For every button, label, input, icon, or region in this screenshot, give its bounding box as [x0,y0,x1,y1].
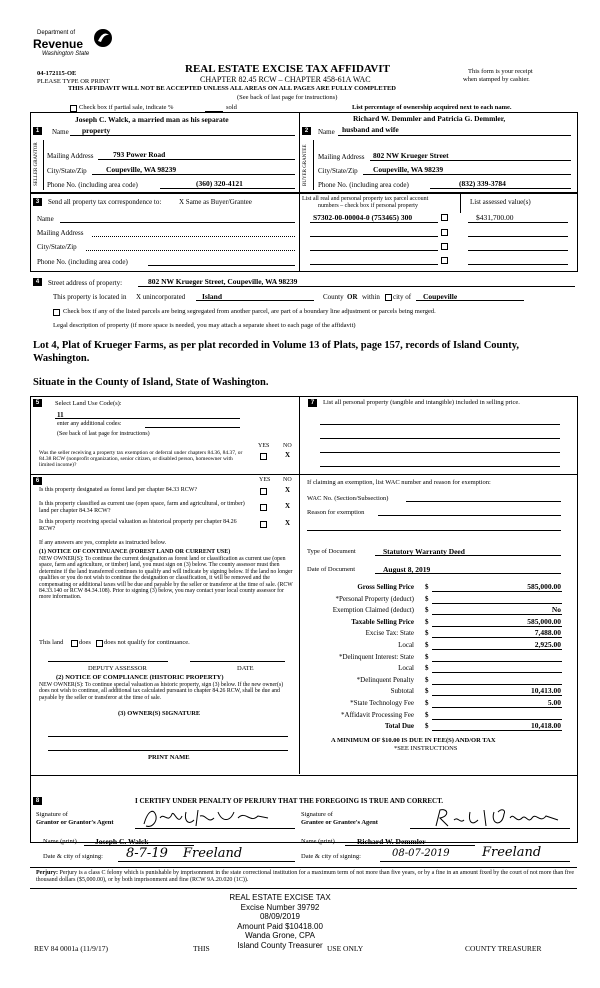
s5-yes-header: YES [258,443,270,449]
owner-signature-label: (3) OWNER(S) SIGNATURE [118,710,201,717]
does-label: does [79,639,91,646]
situate-line: Situate in the County of Island, State of Washington. [33,377,269,388]
parcel-header-1: List all real and personal property tax parcel account [302,196,429,202]
grantee-signature [432,806,567,832]
land-use-line [55,418,240,419]
dept-line2: Revenue [33,37,84,51]
or-label: OR [347,293,358,301]
parcel-personal-checkbox-3[interactable] [441,243,448,250]
buyer-name-line2: husband and wife [342,125,399,134]
this-land-label: This land [39,639,64,646]
this-label: THIS [193,944,210,953]
personal-property-label: List all personal property (tangible and intangible) included in selling price. [323,399,520,406]
section-1-number: 1 [33,127,42,135]
seller-side-divider [43,140,44,190]
section-7-number: 7 [308,399,317,407]
partial-sale-label: Check box if partial sale, indicate % [79,104,174,111]
use-only-label: USE ONLY [327,944,364,953]
fee-row-line [432,684,562,685]
personal-line-1 [320,424,560,425]
s5-no-header: NO [283,443,292,449]
stamp-line-5: Wanda Grone, CPA [245,931,315,941]
section-8-number: 8 [33,797,42,805]
s6-no-header: NO [283,477,292,483]
receipt-note-1: This form is your receipt [468,68,533,75]
fee-row-value: 2,925.00 [534,640,561,649]
doc-date-label: Date of Document [307,566,356,573]
city-checkbox[interactable] [385,294,392,301]
city-of-label: city of [393,293,412,301]
fee-row-currency: $ [425,722,429,731]
located-in-label: This property is located in [53,293,127,301]
doc-type-line [375,555,561,556]
perjury-label: Perjury: [36,870,58,876]
grantee-date-city-label: Date & city of signing: [301,853,361,860]
seller-name-line [70,135,295,136]
city-line [416,300,524,301]
form-title: REAL ESTATE EXCISE TAX AFFIDAVIT [185,63,390,75]
grantor-date-line [118,861,295,862]
fee-row-currency: $ [425,606,429,615]
corr-mailing-line [92,236,295,237]
form-warning: THIS AFFIDAVIT WILL NOT BE ACCEPTED UNLESS ALL AREAS ON ALL PAGES ARE FULLY COMPLETED [68,85,396,92]
fee-row-currency: $ [425,699,429,707]
grantor-signature [138,806,278,832]
corr-phone-label: Phone No. (including area code) [37,258,128,266]
exemption-yes-checkbox[interactable] [260,453,267,460]
historic-yes-checkbox[interactable] [260,521,267,528]
assessed-line-3 [468,250,568,251]
fee-row-label: Exemption Claimed (deduct) [332,606,414,615]
print-name-label: PRINT NAME [148,754,190,761]
corr-name-label: Name [37,215,54,223]
county-value: Island [202,292,223,301]
fee-row-currency: $ [425,710,429,719]
perjury-text: Perjury is a class C felony which is punishable by imprisonment in the state correctional institution for a maximum term of not more than five years, or by a fine in an amount fixed by the court of not more than five thousand dollars ($5,000.00), or by both imprisonment and fine (RCW 9A.20.020 (1C)). [36,870,575,884]
grantee-date-line [380,861,570,862]
party-divider [299,112,300,192]
form-code: 04-172115-OE [37,70,77,77]
section-5-bottom [30,474,300,475]
stamp-line-3: 08/09/2019 [259,912,301,922]
reason-label: Reason for exemption [307,509,365,516]
receipt-note-2: when stamped by cashier. [463,76,530,83]
fee-row-label: Local [398,641,414,649]
fee-row-label: *Delinquent Interest: State [338,652,414,661]
grantee-name-label: Name (print) [301,838,335,845]
grantor-sig-label-2: Grantor or Grantor's Agent [36,819,114,826]
grantee-name: Richard W. Demmler [357,837,426,846]
parcel-number: S7302-00-00004-0 (753465) 300 [313,213,413,222]
seller-side-label: SELLER GRANTOR [34,142,39,186]
buyer-side-label: BUYER GRANTEE [303,144,308,186]
fee-row-line [432,672,562,673]
forest-yes-checkbox[interactable] [260,488,267,495]
section-3-divider [299,193,300,271]
deputy-date-label: DATE [237,665,254,672]
partial-sale-checkbox[interactable] [70,105,77,112]
fee-row-label: *State Technology Fee [350,699,414,707]
owner-sig-line [48,736,288,737]
notice-1-title: (1) NOTICE OF CONTINUANCE (FOREST LAND OR CURRENT USE) [39,549,231,555]
fee-row-currency: $ [425,664,429,673]
perjury-notice [36,870,576,884]
fee-row-currency: $ [425,594,429,603]
sold-label: sold [226,104,237,111]
section-7-divider [299,474,577,475]
fee-row-currency: $ [425,617,429,626]
buyer-city: Coupeville, WA 98239 [373,165,444,174]
parcel-line-4 [310,264,438,265]
grantee-sign-city: Freeland [482,845,542,860]
exemption-question: Was the seller receiving a property tax exemption or deferral under chapters 84.36, 84.37, or 84.38 RCW (nonprofit organization, senior citizen, or disabled person, homeowner with limited income)? [39,450,243,468]
fee-row-line [432,730,562,731]
fee-row-label: Total Due [384,722,414,731]
historic-no-mark[interactable]: X [285,519,291,527]
wac-claim-label: If claiming an exemption, list WAC number and reason for exemption: [307,479,491,486]
seller-name-line2: property [82,126,111,135]
city-value: Coupeville [423,292,458,301]
buyer-name-line1: Richard W. Demmler and Patricia G. Demmler, [353,114,506,123]
please-type: PLEASE TYPE OR PRINT [37,78,110,85]
fee-row-line [432,719,562,720]
parcel-line-1 [310,222,438,223]
does-not-label: does not qualify for continuance. [104,639,190,646]
additional-codes-label: enter any additional codes: [57,421,122,427]
assessed-line-1 [468,222,568,223]
land-use-label: Select Land Use Code(s): [55,400,122,407]
seller-phone-line [160,188,295,189]
fee-row-label: *Personal Property (deduct) [335,594,414,603]
deputy-date-line [190,661,285,662]
notice-2-title: (2) NOTICE OF COMPLIANCE (HISTORIC PROPERTY) [56,674,224,681]
fee-row-currency: $ [425,675,429,684]
grantee-name-line [345,845,475,846]
dor-swoosh-icon [93,28,113,48]
fee-row-value: 5.00 [547,698,561,707]
legal-line-2: Washington. [33,353,90,364]
notice-2-text: NEW OWNER(S): To continue special valuation as historic property, sign (3) below. If the new owner(s) does not wish to continue, all additional tax calculated pursuant to chapter 84.26 RCW, shall be due and payable by the seller or transferor at the time of sale. [39,682,284,701]
dept-line3: Washington State [42,51,90,57]
corr-phone-line [148,265,295,266]
fee-row-line [432,591,562,592]
assessed-value: $431,700.00 [476,213,514,222]
fee-row-line [432,707,562,708]
parcel-personal-checkbox-1[interactable] [441,214,448,221]
buyer-phone-label: Phone No. (including area code) [318,181,409,189]
buyer-mailing: 802 NW Krueger Street [373,151,449,160]
assessed-line-2 [468,236,568,237]
additional-codes-line [145,427,240,428]
segregated-label: Check box if any of the listed parcels are being segregated from another parcel, are part of a boundary line adjustment or parcels being merged. [63,308,436,315]
forest-no-mark[interactable]: X [285,486,291,494]
buyer-name-label: Name [318,128,335,136]
historic-question: Is this property receiving special valuation as historical property per chapter 84.26 RCW? [39,519,237,532]
street-line [138,286,575,287]
grantor-sign-date: 8-7-19 [126,846,168,861]
county-line [196,300,314,301]
county-label: County [323,293,344,301]
street-address-label: Street address of property: [48,279,123,287]
fee-row-currency: $ [425,641,429,649]
land-use-value: 11 [57,411,64,419]
grantee-sig-label-2: Grantee or Grantee's Agent [301,819,378,826]
grantor-date-city-label: Date & city of signing: [43,853,103,860]
deputy-assessor-label: DEPUTY ASSESSOR [88,665,147,672]
fee-row-line [432,603,562,604]
legal-line-1: Lot 4, Plat of Krueger Farms, as per plat recorded in Volume 13 of Plats, page 157, records of Island County, [33,340,519,351]
fee-row-value: No [551,605,561,615]
fee-row-line [432,614,562,615]
fee-row-label: Gross Selling Price [357,583,414,591]
assessed-header: List assessed value(s) [470,198,531,206]
seller-city-label: City/State/Zip [47,167,87,175]
doc-date-line [375,573,561,574]
s6-yes-header: YES [259,477,271,483]
main-divider [299,396,300,774]
fee-row-label: *Delinquent Penalty [356,675,414,684]
seller-city: Coupeville, WA 98239 [106,165,177,174]
corr-city-label: City/State/Zip [37,243,77,251]
form-chapter: CHAPTER 82.45 RCW – CHAPTER 458-61A WAC [200,75,371,84]
doc-type: Statutory Warranty Deed [383,547,465,556]
legal-label: Legal description of property (if more space is needed, you may attach a separate sheet to each page of the affidavit) [53,322,356,329]
seller-name-line1: Joseph C. Walck, a married man as his separate [75,115,229,124]
doc-type-label: Type of Document [307,548,356,555]
fee-row-currency: $ [425,629,429,638]
reason-line-2 [307,530,561,531]
grantor-sign-city: Freeland [183,846,243,861]
certify-statement: I CERTIFY UNDER PENALTY OF PERJURY THAT THE FOREGOING IS TRUE AND CORRECT. [135,797,444,805]
fee-row-label: *Affidavit Processing Fee [341,710,414,719]
parcel-personal-checkbox-4[interactable] [441,257,448,264]
seller-mailing-line [98,159,295,160]
within-label: within [362,293,380,301]
grantee-sign-date: 08-07-2019 [392,848,450,859]
seller-mailing: 793 Power Road [113,150,166,159]
fee-row-label: Taxable Selling Price [351,617,414,626]
personal-line-3 [320,452,560,453]
unincorporated-label: X unincorporated [136,293,186,301]
parcel-divider [460,193,461,213]
footer-rule-2 [30,888,577,889]
if-yes-label: If any answers are yes, complete as instructed below. [39,540,167,546]
fee-row-currency: $ [425,652,429,661]
section-3-number: 3 [33,198,42,206]
seller-name-label: Name [52,128,69,136]
section-4-number: 4 [33,278,42,286]
seller-city-line [92,174,295,175]
notice-1-text: NEW OWNER(S): To continue the current designation as forest land or classification as current use (open space, farm and agriculture, or timber) land, you must sign on (3) below. The county assessor must then determine if the land transferred continues to qualify and will indicate by signing below. If the land no longer qualifies or you do not wish to continue the designation or classification, it will be removed and the compensating or additional taxes will be due and payable by the seller or transferor at the time of sale. (RCW 84.33.140 or RCW 84.34.108). Prior to signing (3) below, you may contact your local county assessor for more information. [39,556,293,601]
parcel-header-2: numbers – check box if personal property [318,203,418,209]
current-use-question: Is this property classified as current use (open space, farm and agricultural, or timber) land per chapter 84.34 RCW? [39,501,245,514]
grantor-sig-label-1: Signature of [36,811,68,818]
parcel-personal-checkbox-2[interactable] [441,229,448,236]
dept-line1: Department of [37,30,76,36]
fee-row-value: 10,418.00 [531,721,561,731]
buyer-name-line [338,135,571,136]
does-checkbox[interactable] [71,640,78,647]
fee-row-line [432,626,562,627]
rev-number: REV 84 0001a (11/9/17) [34,944,108,953]
footer-rule [30,867,577,868]
ownership-label: List percentage of ownership acquired next to each name. [352,104,512,111]
stamp-line-2: Excise Number 39792 [240,902,320,912]
fee-row-value: 10,413.00 [531,686,561,696]
forest-question: Is this property designated as forest land per chapter 84.33 RCW? [39,487,198,493]
personal-line-4 [320,466,560,467]
parcel-line-3 [310,250,438,251]
fee-row-currency: $ [425,583,429,591]
minimum-note: A MINIMUM OF $10.00 IS DUE IN FEE(S) AND/OR TAX [331,737,496,744]
fee-row-value: 7,488.00 [534,628,561,638]
seller-phone-label: Phone No. (including area code) [47,181,138,189]
reason-line-1 [378,515,561,516]
send-correspondence-label: Send all property tax correspondence to: [48,198,162,206]
treasurer-stamp [180,893,380,951]
current-use-yes-checkbox[interactable] [260,504,267,511]
wac-no-label: WAC No. (Section/Subsection) [307,495,389,502]
fee-row-label: Excise Tax: State [365,629,414,638]
doc-date: August 8, 2019 [383,565,431,574]
grantor-name: Joseph C. Walck [95,837,149,846]
buyer-mailing-label: Mailing Address [318,153,365,161]
print-name-line [48,750,288,751]
buyer-side-divider [313,140,314,190]
fee-row-line [432,661,562,662]
county-treasurer-label: COUNTY TREASURER [465,944,542,953]
fee-row-label: Subtotal [390,687,414,696]
section-6-number: 6 [33,477,42,485]
buyer-city-label: City/State/Zip [318,167,358,175]
corr-city-line [86,250,295,251]
street-address: 802 NW Krueger Street, Coupeville, WA 98239 [148,277,298,286]
seller-phone: (360) 320-4121 [196,179,243,188]
does-not-checkbox[interactable] [96,640,103,647]
fee-row-line [432,695,562,696]
deputy-line [48,661,168,662]
same-as-buyer: X Same as Buyer/Grantee [179,198,252,206]
grantee-sig-label-1: Signature of [301,811,333,818]
corr-mailing-label: Mailing Address [37,229,84,237]
stamp-line-1: REAL ESTATE EXCISE TAX [229,893,331,902]
exemption-no-mark[interactable]: X [285,451,291,459]
seller-mailing-label: Mailing Address [47,152,94,160]
corr-name-line [60,222,295,223]
parcel-line-2 [310,236,438,237]
fee-row-line [432,637,562,638]
land-use-see-back: (See back of last page for instructions) [57,431,150,437]
see-back: (See back of last page for instructions) [237,94,338,101]
buyer-phone: (832) 339-3784 [459,179,506,188]
wac-no-line [406,501,561,502]
fee-row-value: 585,000.00 [527,616,561,626]
section-5-number: 5 [33,399,42,407]
stamp-line-6: Island County Treasurer [237,940,323,950]
fee-row-value: 585,000.00 [527,582,561,591]
fee-row-currency: $ [425,687,429,696]
buyer-mailing-line [370,160,571,161]
assessed-line-4 [468,264,568,265]
current-use-no-mark[interactable]: X [285,502,291,510]
fee-row-line [432,649,562,650]
buyer-phone-line [430,188,571,189]
grantor-name-label: Name (print) [43,838,77,845]
see-instructions-note: *SEE INSTRUCTIONS [394,745,458,752]
stamp-line-4: Amount Paid $10418.00 [237,921,323,931]
fee-row-label: Local [398,664,414,673]
section-2-number: 2 [302,127,311,135]
personal-line-2 [320,438,560,439]
segregated-checkbox[interactable] [53,309,60,316]
buyer-city-line [363,174,571,175]
